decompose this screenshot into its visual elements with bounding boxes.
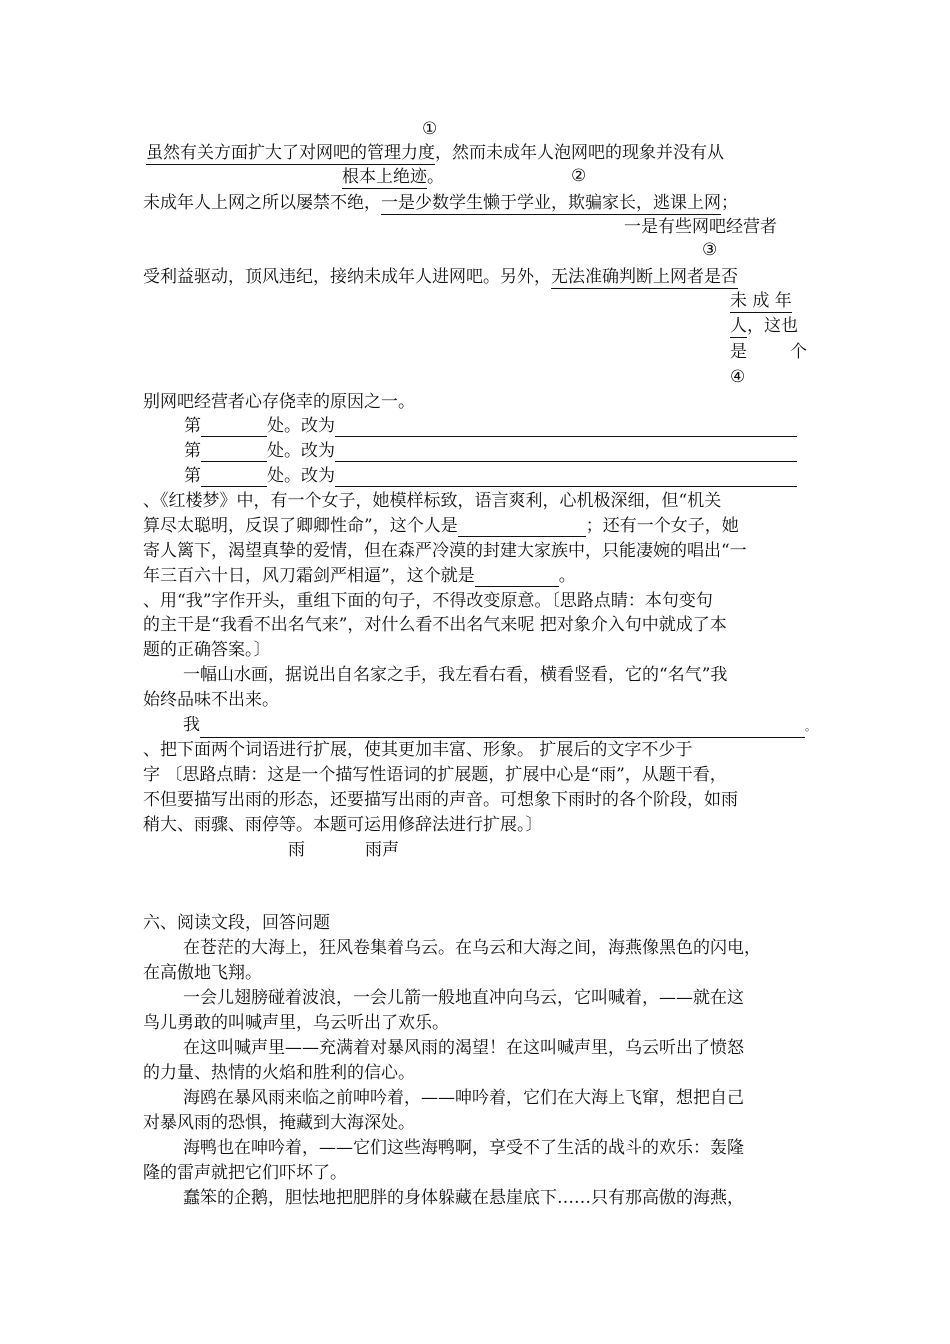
- correction-label: 第: [184, 466, 201, 486]
- answer-blank-person-2[interactable]: [475, 569, 559, 587]
- correction-label: 第: [184, 441, 201, 461]
- correction-row-1: [184, 415, 797, 437]
- text-segment: 。: [558, 566, 576, 586]
- correction-label: 处。改为: [267, 466, 335, 486]
- marker-3: ③: [702, 240, 718, 260]
- correction-answer-blank-3[interactable]: [335, 469, 797, 487]
- s6-p5-line-1: 海鸭也在呻吟着，——它们这些海鸭啊，享受不了生活的战斗的欢乐：轰隆: [183, 1138, 744, 1158]
- marker-1: ①: [422, 119, 438, 139]
- expand-line-1: 、把下面两个词语进行扩展，使其更加丰富、形象。 扩展后的文字不少于: [143, 740, 693, 760]
- expand-line-4: 稍大、雨骤、雨停等。本题可运用修辞法进行扩展。〕: [143, 815, 543, 835]
- p1-line-8a: 是: [730, 342, 747, 362]
- correction-answer-blank-2[interactable]: [335, 444, 797, 462]
- s6-p2-line-2: 鸟儿勇敢的叫喊声里，乌云听出了欢乐。: [143, 1013, 449, 1033]
- p1-line-1: [146, 142, 724, 164]
- correction-label: 处。改为: [267, 416, 335, 436]
- correction-position-blank-1[interactable]: [201, 419, 267, 437]
- rewrite-line-4: 一幅山水画，据说出自名家之手，我左看右看，横看竖看，它的“名气”我: [183, 665, 728, 685]
- text-segment: ，这也: [747, 316, 798, 336]
- rewrite-line-3: 题的正确答案。〕: [143, 640, 271, 660]
- underlined-segment-2: 一是少数学生懒于学业，欺骗家长，逃课上网: [381, 193, 721, 213]
- s6-p3-line-2: 的力量、热情的火焰和胜利的信心。: [143, 1063, 415, 1083]
- rewrite-line-2: 的主干是“我看不出名气来”，对什么看不出名气来呢 把对象介入句中就成了本: [143, 615, 727, 635]
- s6-p6-line-1: 蠢笨的企鹅，胆怯地把肥胖的身体躲藏在悬崖底下……只有那高傲的海燕，: [183, 1188, 744, 1208]
- underlined-segment-1b: 根本上绝迹: [342, 167, 427, 187]
- correction-position-blank-3[interactable]: [201, 469, 267, 487]
- marker-2: ②: [571, 166, 587, 186]
- s6-p1-line-2: 在高傲地飞翔。: [143, 963, 262, 983]
- text-segment: ；还有一个女子，她: [585, 516, 739, 536]
- answer-prefix: 我: [183, 715, 200, 735]
- answer-suffix: 。: [805, 720, 816, 733]
- p1-line-6: [730, 290, 792, 312]
- text-segment: ；: [721, 193, 738, 213]
- text-segment: 。: [427, 167, 444, 187]
- hlm-line-1: 、《红楼梦》中，有一个女子，她模样标致，语言爽利，心机极深细，但“机关: [143, 491, 722, 511]
- expand-line-3: 不但要描写出雨的形态，还要描写出雨的声音。可想象下雨时的各个阶段，如雨: [143, 790, 738, 810]
- p1-line-4: 一是有些网吧经营者: [624, 217, 777, 237]
- s6-p2-line-1: 一会儿翅膀碰着波浪，一会儿箭一般地直冲向乌云，它叫喊着，——就在这: [183, 988, 744, 1008]
- rewrite-line-5: 始终品味不出来。: [143, 690, 279, 710]
- p1-line-2: [342, 166, 444, 188]
- rewrite-answer-blank[interactable]: [200, 720, 805, 738]
- correction-label: 处。改为: [267, 441, 335, 461]
- underlined-segment-3: 无法准确判断上网者是否: [551, 267, 738, 287]
- correction-row-3: [184, 465, 797, 487]
- correction-row-2: [184, 440, 797, 462]
- hlm-line-4: [143, 565, 576, 587]
- correction-label: 第: [184, 416, 201, 436]
- text-segment: 未成年人上网之所以屡禁不绝，: [143, 193, 381, 213]
- p1-line-7: [730, 315, 798, 337]
- rewrite-line-1: 、用“我”字作开头，重组下面的句子，不得改变原意。〔思路点睛：本句变句: [143, 591, 713, 611]
- s6-p3-line-1: 在这叫喊声里——充满着对暴风雨的渴望！在这叫喊声里，乌云听出了愤怒: [183, 1038, 744, 1058]
- answer-blank-person-1[interactable]: [458, 519, 586, 537]
- underlined-segment-3b: 未 成 年: [730, 291, 792, 311]
- text-segment: 受利益驱动，顶风违纪，接纳未成年人进网吧。另外，: [143, 267, 551, 287]
- s6-p4-line-1: 海鸥在暴风雨来临之前呻吟着，——呻吟着，它们在大海上飞窜，想把自己: [183, 1088, 744, 1108]
- text-segment: 算尽太聪明，反误了卿卿性命”，这个人是: [143, 516, 458, 536]
- correction-position-blank-2[interactable]: [201, 444, 267, 462]
- s6-p4-line-2: 对暴风雨的恐惧，掩藏到大海深处。: [143, 1113, 415, 1133]
- p1-line-9: 别网吧经营者心存侥幸的原因之一。: [143, 392, 415, 412]
- marker-4: ④: [730, 367, 746, 387]
- hlm-line-3: 寄人篱下，渴望真挚的爱情，但在森严冷漠的封建大家族中，只能凄婉的唱出“一: [143, 541, 747, 561]
- expand-word-2: 雨声: [365, 840, 399, 860]
- p1-line-8b: 个: [790, 342, 807, 362]
- text-segment: ，然而未成年人泡网吧的现象并没有从: [435, 143, 724, 163]
- s6-p5-line-2: 隆的雷声就把它们吓坏了。: [143, 1163, 347, 1183]
- p1-line-5: [143, 266, 738, 288]
- underlined-segment-1: 虽然有关方面扩大了对网吧的管理力度: [146, 143, 435, 163]
- section-6-heading: 六、阅读文段，回答问题: [143, 913, 330, 933]
- expand-word-1: 雨: [288, 840, 305, 860]
- rewrite-answer-line: [183, 714, 816, 736]
- correction-answer-blank-1[interactable]: [335, 419, 797, 437]
- hlm-line-2: [143, 515, 739, 537]
- p1-line-3: [143, 192, 738, 214]
- s6-p1-line-1: 在苍茫的大海上，狂风卷集着乌云。在乌云和大海之间，海燕像黑色的闪电，: [183, 938, 761, 958]
- expand-line-2: 字 〔思路点睛：这是一个描写性语词的扩展题，扩展中心是“雨”，从题干看，: [143, 765, 727, 785]
- text-segment: 年三百六十日，风刀霜剑严相逼”，这个就是: [143, 566, 475, 586]
- underlined-segment-3c: 人: [730, 316, 747, 336]
